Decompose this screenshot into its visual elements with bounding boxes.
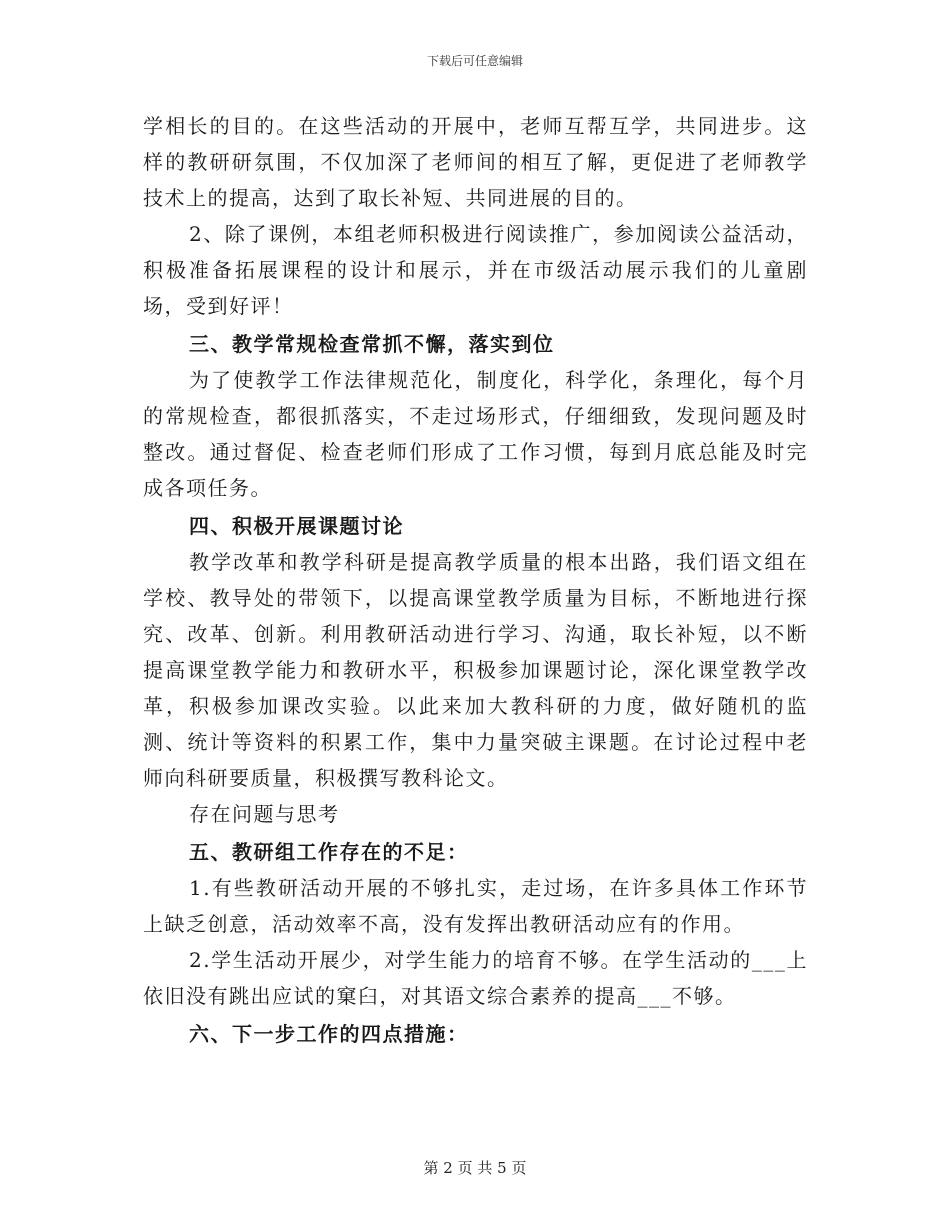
paragraph-item-2: 2、除了课例，本组老师积极进行阅读推广，参加阅读公益活动，积极准备拓展课程的设计和展示，并在市级活动展示我们的儿童剧场，受到好评！: [143, 222, 808, 318]
paragraph-section-3: 为了使教学工作法律规范化，制度化，科学化，条理化，每个月的常规检查，都很抓落实，不走过场形式，仔细细致，发现问题及时整改。通过督促、检查老师们形成了工作习惯，每到月底总能及时完成各项任务。: [143, 368, 808, 500]
paragraph-section-4: 教学改革和教学科研是提高教学质量的根本出路，我们语文组在学校、教导处的带领下，以提高课堂教学质量为目标，不断地进行探究、改革、创新。利用教研活动进行学习、沟通，取长补短，以不断提高课堂教学能力和教研水平，积极参加课题讨论，深化课堂教学改革，积极参加课改实验。以此来加大教科研的力度，做好随机的监测、统计等资料的积累工作，集中力量突破主课题。在讨论过程中老师向科研要质量，积极撰写教科论文。: [143, 550, 808, 790]
paragraph-problems-title: 存在问题与思考: [189, 802, 340, 826]
page-footer: 第 2 页 共 5 页: [423, 1159, 527, 1177]
paragraph-continuation: 学相长的目的。在这些活动的开展中，老师互帮互学，共同进步。这样的教研研氛围，不仅加深了老师间的相互了解，更促进了老师教学技术上的提高，达到了取长补短、共同进展的目的。: [143, 114, 808, 210]
section-heading-3: 三、教学常规检查常抓不懈，落实到位: [189, 332, 555, 356]
paragraph-shortcoming-2: 2.学生活动开展少，对学生能力的培育不够。在学生活动的___上依旧没有跳出应试的窠臼，对其语文综合素养的提高___不够。: [143, 948, 808, 1008]
document-body: [143, 108, 808, 1052]
paragraph-shortcoming-1: 1.有些教研活动开展的不够扎实，走过场，在许多具体工作环节上缺乏创意，活动效率不高，没有发挥出教研活动应有的作用。: [143, 876, 808, 936]
section-heading-6: 六、下一步工作的四点措施：: [189, 1022, 469, 1046]
section-heading-4: 四、积极开展课题讨论: [189, 514, 404, 538]
section-heading-5: 五、教研组工作存在的不足：: [189, 840, 469, 864]
page-header: 下载后可任意编辑: [426, 54, 523, 68]
